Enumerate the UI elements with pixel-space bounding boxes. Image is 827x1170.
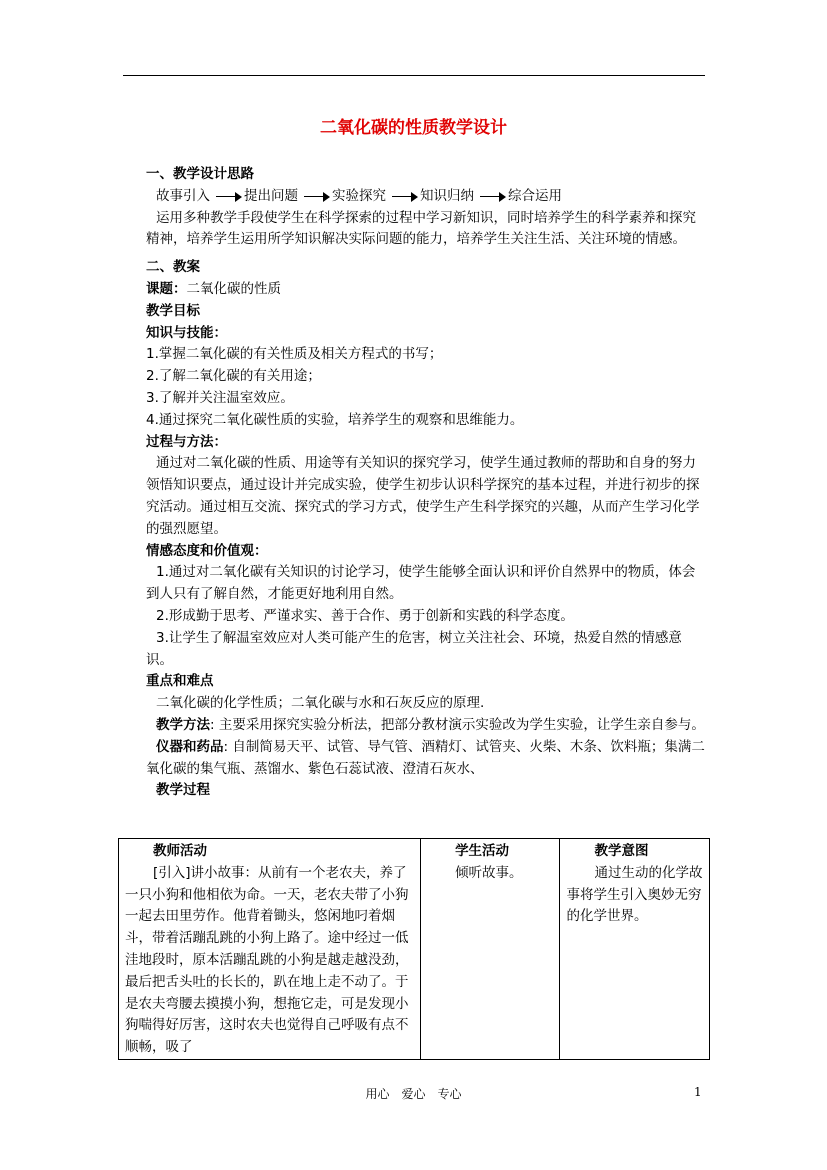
knowledge-heading: 知识与技能： bbox=[146, 324, 227, 341]
document-title: 二氧化碳的性质教学设计 bbox=[320, 118, 507, 138]
key-paragraph: 二氧化碳的化学性质；二氧化碳与水和石灰反应的原理. bbox=[156, 695, 485, 712]
teacher-activity-text: [引入]讲小故事：从前有一个老农夫，养了一只小狗和他相依为命。一天，老农夫带了小狗一起去田里劳作。他背着锄头，悠闲地叼着烟斗，带着活蹦乱跳的小狗上路了。途中经过一低洼地段时，原本活蹦乱跳的小狗是越走越没劲，最后把舌头吐的长长的，趴在地上走不动了。于是农夫弯腰去摸摸小狗，想拖它走，可是发现小狗喘得好厉害，这时农夫也觉得自己呼吸有点不顺畅，吸了 bbox=[125, 864, 409, 1056]
knowledge-item: 2.了解二氧化碳的有关用途； bbox=[146, 368, 321, 385]
goals-heading: 教学目标 bbox=[146, 302, 200, 319]
topic-line: 课题：二氧化碳的性质 bbox=[146, 280, 281, 297]
teacher-activity-cell bbox=[119, 839, 421, 1060]
attitude-item: 1.通过对二氧化碳有关知识的讨论学习，使学生能够全面认识和评价自然界中的物质，体会到人只有了解自然，才能更好地利用自然。 bbox=[146, 564, 696, 603]
knowledge-item: 4.通过探究二氧化碳性质的实验，培养学生的观察和思维能力。 bbox=[146, 411, 524, 428]
flow-step: 实验探究 bbox=[332, 187, 386, 204]
student-activity-text: 倾听故事。 bbox=[455, 864, 523, 881]
equip-line: 仪器和药品: 自制简易天平、试管、导气管、酒精灯、试管夹、火柴、木条、饮料瓶；集满二氧化碳的集气瓶、蒸馏水、紫色石蕊试液、澄清石灰水、 bbox=[146, 738, 705, 777]
attitude-item: 2.形成勤于思考、严谨求实、善于合作、勇于创新和实践的科学态度。 bbox=[156, 607, 574, 624]
teaching-process-table bbox=[118, 838, 710, 1060]
table-header-student: 学生活动 bbox=[455, 843, 510, 859]
section2-heading: 二、教案 bbox=[146, 259, 200, 276]
process-paragraph: 通过对二氧化碳的性质、用途等有关知识的探究学习，使学生通过教师的帮助和自身的努力领悟知识要点，通过设计并完成实验，使学生初步认识科学探究的基本过程，并进行初步的探究活动。通过相互交流、探究式的学习方式，使学生产生科学探究的兴趣，从而产生学习化学的强烈愿望。 bbox=[146, 455, 700, 537]
key-heading: 重点和难点 bbox=[146, 673, 214, 690]
course-heading: 教学过程 bbox=[156, 782, 210, 799]
arrow-right-icon bbox=[480, 192, 506, 202]
arrow-right-icon bbox=[216, 192, 242, 202]
knowledge-item: 1.掌握二氧化碳的有关性质及相关方程式的书写； bbox=[146, 346, 443, 363]
arrow-right-icon bbox=[392, 192, 418, 202]
knowledge-item: 3.了解并关注温室效应。 bbox=[146, 389, 294, 406]
method-line: 教学方法: 主要采用探究实验分析法，把部分教材演示实验改为学生实验，让学生亲自参与。 bbox=[156, 716, 705, 733]
table-header-intent: 教学意图 bbox=[594, 843, 649, 859]
flow-step: 综合运用 bbox=[508, 187, 562, 204]
teaching-intent-text: 通过生动的化学故事将学生引入奥妙无穷的化学世界。 bbox=[566, 864, 703, 925]
section1-paragraph: 运用多种教学手段使学生在科学探索的过程中学习新知识，同时培养学生的科学素养和探究精神，培养学生运用所学知识解决实际问题的能力，培养学生关注生活、关注环境的情感。 bbox=[146, 209, 696, 248]
process-heading: 过程与方法： bbox=[146, 433, 227, 450]
design-flow bbox=[146, 186, 706, 208]
attitude-heading: 情感态度和价值观： bbox=[146, 542, 268, 559]
flow-step: 故事引入 bbox=[156, 187, 210, 204]
section1-heading: 一、教学设计思路 bbox=[146, 166, 254, 182]
flow-step: 知识归纳 bbox=[420, 187, 474, 204]
table-row bbox=[119, 839, 710, 1060]
flow-step: 提出问题 bbox=[244, 187, 298, 204]
attitude-item: 3.让学生了解温室效应对人类可能产生的危害，树立关注社会、环境，热爱自然的情感意识。 bbox=[146, 629, 682, 668]
document-body bbox=[146, 164, 706, 802]
table-header-teacher: 教师活动 bbox=[153, 843, 207, 859]
arrow-right-icon bbox=[304, 192, 330, 202]
page-footer: 用心 爱心 专心 bbox=[365, 1087, 462, 1101]
student-activity-cell bbox=[421, 839, 560, 1060]
page-number: 1 bbox=[694, 1085, 702, 1099]
header-rule bbox=[123, 75, 705, 76]
teaching-intent-cell bbox=[560, 839, 710, 1060]
